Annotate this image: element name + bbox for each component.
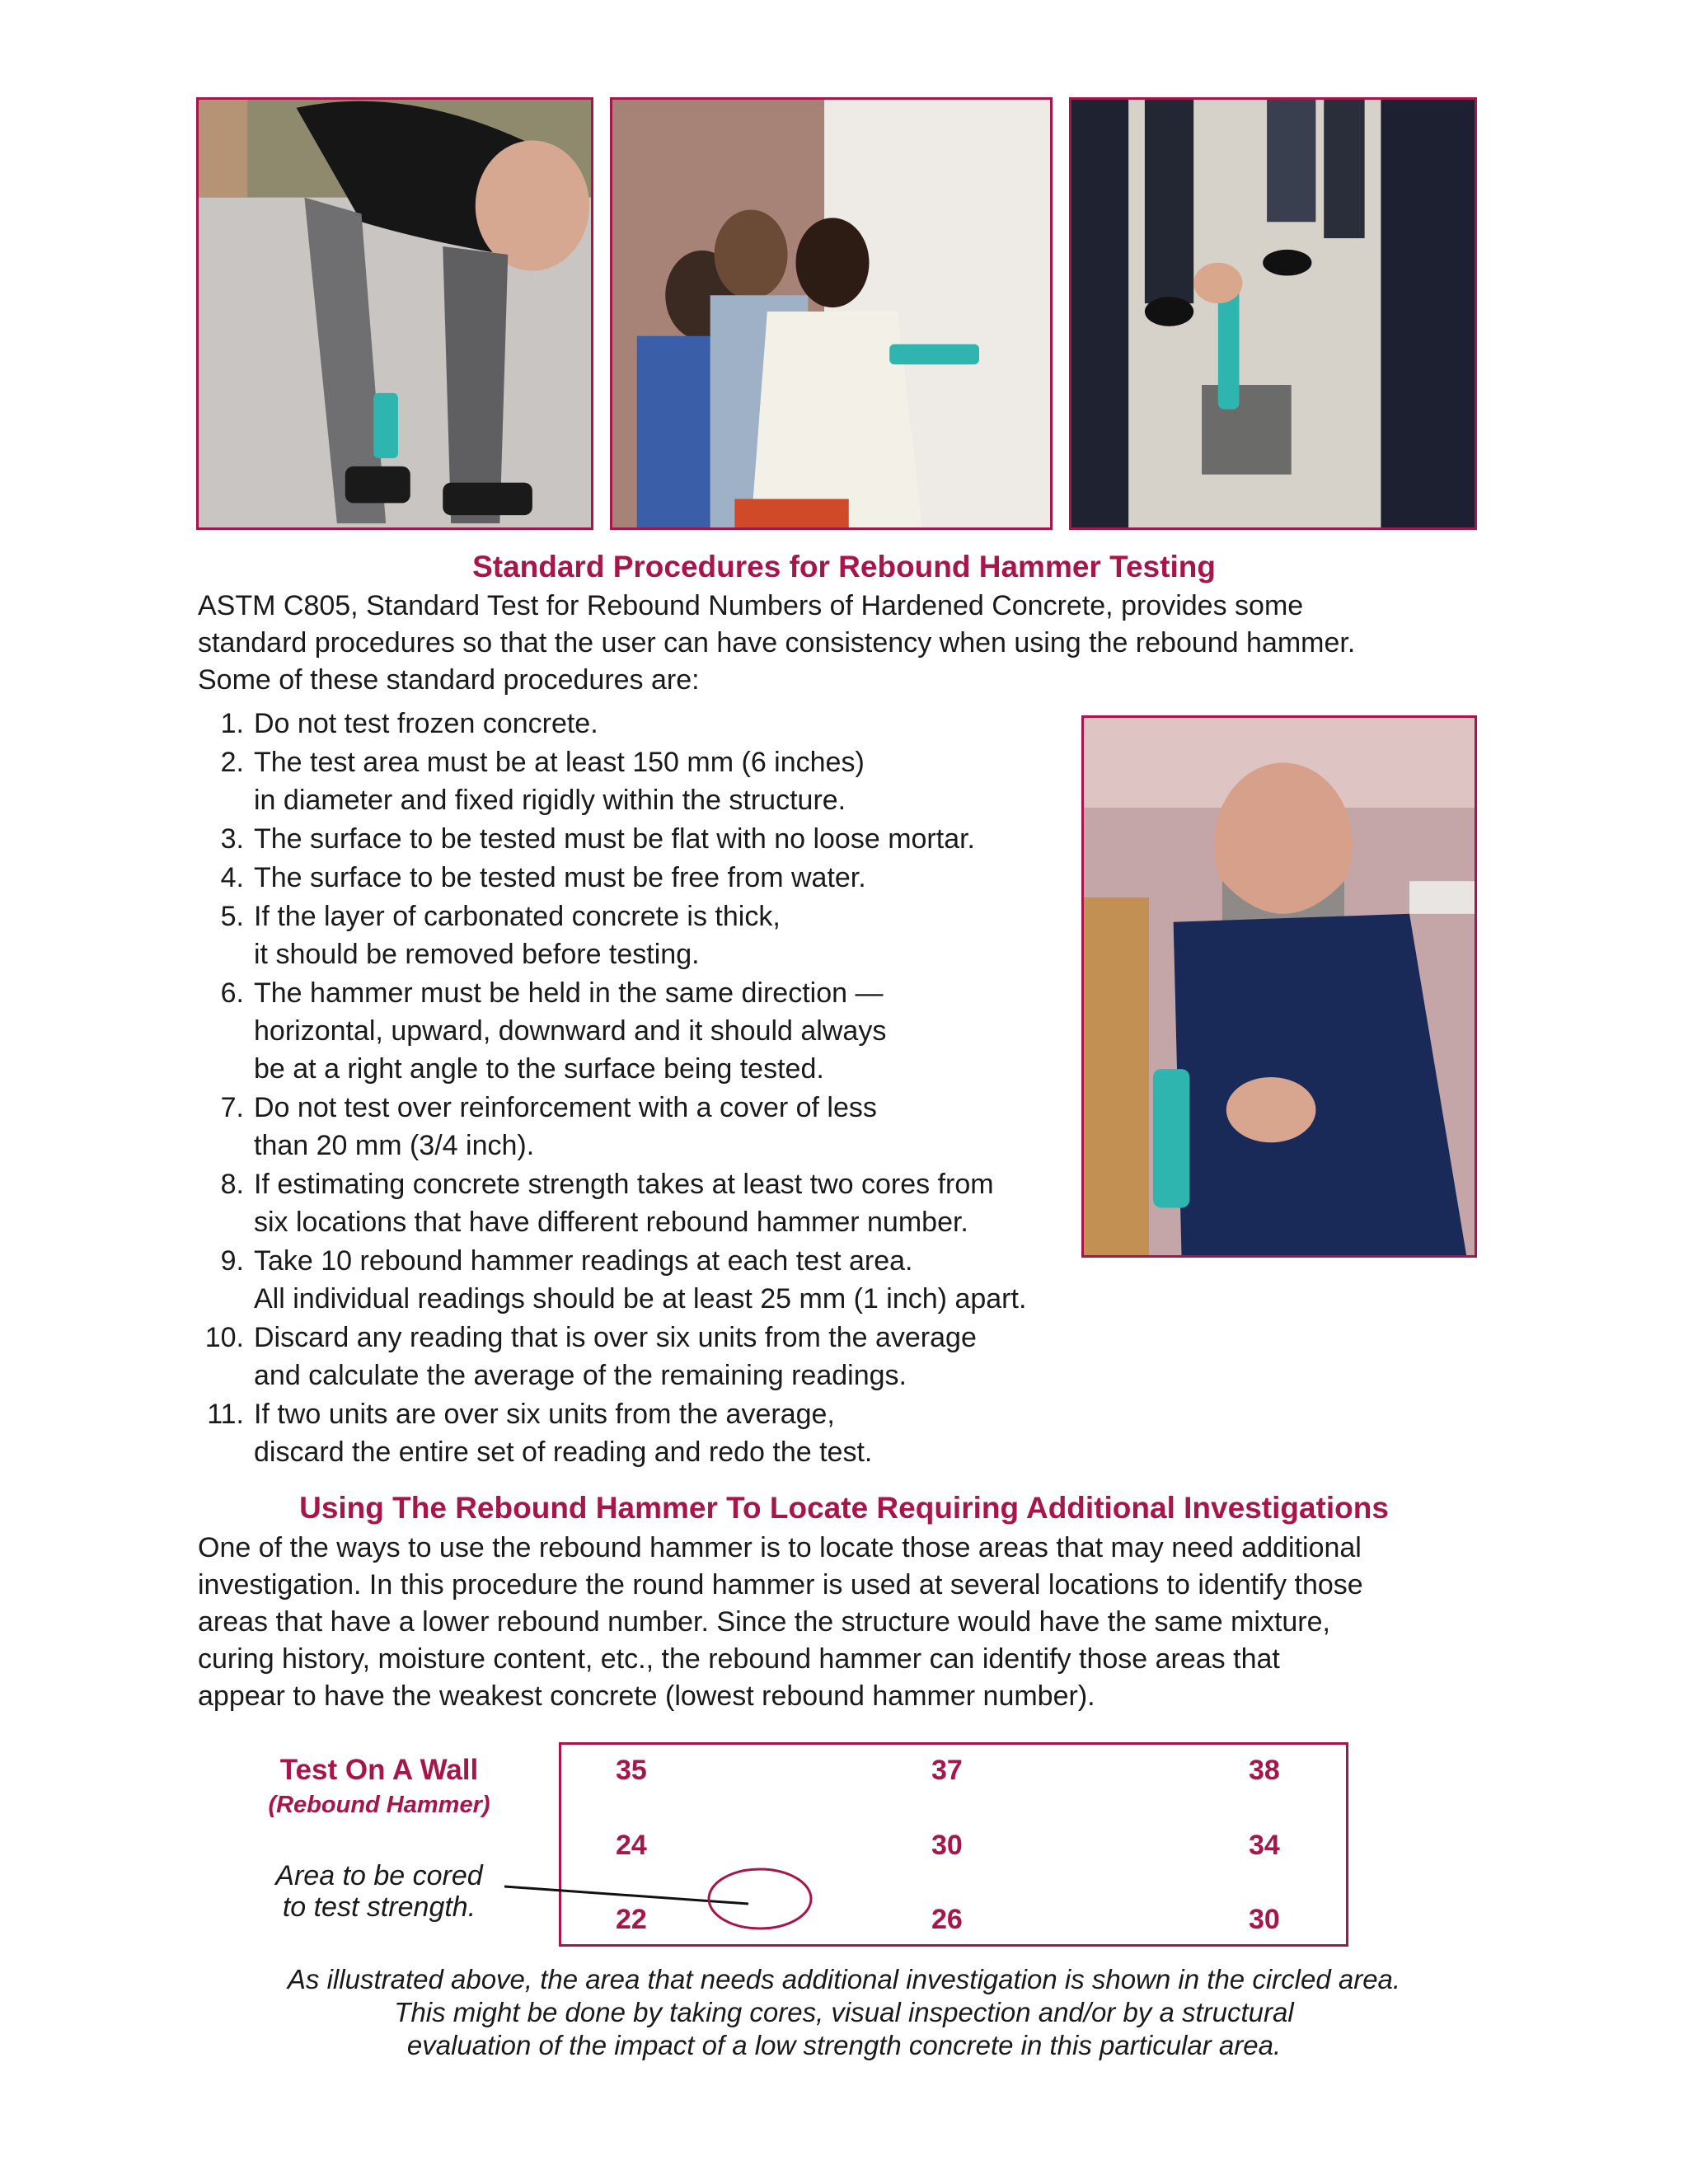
item-text: Do not test over reinforcement with a cover of less [254,1092,877,1123]
intro-line: ASTM C805, Standard Test for Rebound Numbers of Hardened Concrete, provides some [198,590,1304,621]
item-number: 10. [204,1322,244,1353]
item-text: it should be removed before testing. [254,939,700,970]
annotation-line: Area to be cored [275,1860,483,1891]
section-title-locate-areas: Using The Rebound Hammer To Locate Requiring Additional Investigations [299,1491,1389,1525]
item-text: than 20 mm (3/4 inch). [254,1130,535,1161]
list-item [198,1242,1146,1318]
item-number: 7. [220,1092,244,1123]
item-text: six locations that have different rebound hammer number. [254,1207,968,1238]
item-text: Do not test frozen concrete. [254,708,598,739]
list-item [198,859,1146,897]
caption-line: This might be done by taking cores, visual inspection and/or by a structural [394,1997,1294,2027]
item-number: 9. [220,1245,244,1277]
item-number: 1. [220,708,244,739]
reading-cell: 26 [931,1904,963,1935]
item-text: discard the entire set of reading and redo the test. [254,1436,873,1468]
item-text: If estimating concrete strength takes at least two cores from [254,1169,994,1200]
item-number: 5. [220,901,244,932]
wall-test-title: Test On A Wall [279,1754,479,1786]
list-item [198,898,1146,973]
intro-line: Some of these standard procedures are: [198,664,700,696]
item-number: 3. [220,823,244,855]
figure-caption [0,1963,1688,2062]
item-number: 4. [220,862,244,893]
men-testing-wall-photo-icon [612,100,1050,527]
reading-cell: 37 [931,1755,963,1786]
reading-cell: 24 [616,1830,647,1861]
procedure-list [198,705,1146,1472]
annotation-line: to test strength. [282,1891,476,1923]
item-text: The hammer must be held in the same direction — [254,977,884,1009]
man-testing-ground-photo [196,97,593,530]
hammer-on-cube-photo [1069,97,1477,530]
item-text: The surface to be tested must be flat with no loose mortar. [254,823,976,855]
item-text: The surface to be tested must be free from water. [254,862,866,893]
area-to-core-annotation [214,1860,544,1923]
paragraph-line: One of the ways to use the rebound hammer is to locate those areas that may need additional [198,1532,1362,1563]
man-testing-ground-photo-icon [199,100,591,527]
rebound-reading-grid [559,1742,1348,1947]
list-item [198,974,1146,1088]
reading-cell: 35 [616,1755,647,1786]
reading-cell: 34 [1249,1830,1280,1861]
item-text: Discard any reading that is over six units from the average [254,1322,977,1353]
reading-cell: 38 [1249,1755,1280,1786]
item-text: If the layer of carbonated concrete is thick, [254,901,781,932]
item-text: and calculate the average of the remaining readings. [254,1360,907,1391]
item-text: horizontal, upward, downward and it should always [254,1015,887,1047]
hammer-on-cube-photo-icon [1071,100,1475,527]
item-number: 8. [220,1169,244,1200]
item-text: All individual readings should be at least 25 mm (1 inch) apart. [254,1283,1027,1315]
list-item [198,1395,1146,1471]
reading-cell-circled: 22 [616,1904,647,1935]
item-text: in diameter and fixed rigidly within the structure. [254,785,846,816]
item-text: Take 10 rebound hammer readings at each test area. [254,1245,913,1277]
item-number: 2. [220,747,244,778]
item-text: be at a right angle to the surface being tested. [254,1053,824,1085]
caption-line: As illustrated above, the area that needs additional investigation is shown in the circled area. [287,1964,1401,1994]
item-text: If two units are over six units from the average, [254,1399,835,1430]
reading-cell: 30 [931,1830,963,1861]
section-intro [198,588,1355,699]
list-item [198,705,1146,743]
caption-line: evaluation of the impact of a low strength concrete in this particular area. [406,2030,1282,2060]
item-text: The test area must be at least 150 mm (6 inches) [254,747,865,778]
item-number: 11. [207,1399,244,1430]
paragraph-line: curing history, moisture content, etc., the rebound hammer can identify those areas that [198,1643,1280,1675]
list-item [198,1319,1146,1394]
men-testing-wall-photo [610,97,1053,530]
section-title-standard-procedures: Standard Procedures for Rebound Hammer Testing [472,550,1216,583]
list-item [198,1089,1146,1165]
paragraph-line: investigation. In this procedure the round hammer is used at several locations to identify those [198,1569,1363,1601]
reading-cell: 30 [1249,1904,1280,1935]
paragraph-line: appear to have the weakest concrete (lowest rebound hammer number). [198,1680,1095,1712]
list-item [198,1165,1146,1241]
intro-line: standard procedures so that the user can have consistency when using the rebound hammer. [198,627,1356,658]
item-number: 6. [220,977,244,1009]
section2-paragraph [198,1530,1363,1715]
list-item [198,820,1146,858]
list-item [198,743,1146,819]
paragraph-line: areas that have a lower rebound number. Since the structure would have the same mixture, [198,1606,1330,1638]
wall-test-subtitle: (Rebound Hammer) [268,1792,490,1818]
